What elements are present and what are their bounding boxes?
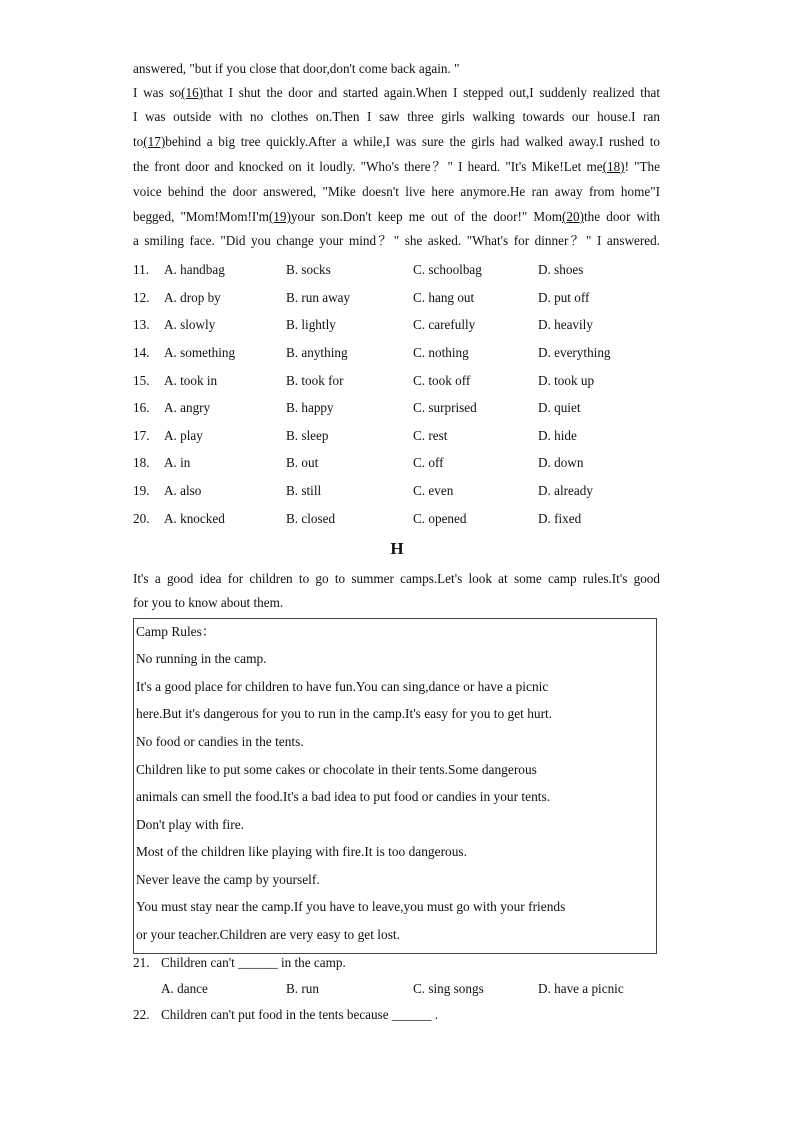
option-c[interactable]: C. sing songs — [413, 981, 484, 996]
option-c[interactable]: C. took off — [413, 373, 471, 388]
question-row — [133, 372, 660, 390]
rule-text: Most of the children like playing with fire.It is too dangerous. — [136, 844, 467, 859]
question-stem: Children can't put food in the tents because ______ . — [161, 1007, 439, 1022]
option-c[interactable]: C. rest — [413, 428, 448, 443]
option-a[interactable]: A. angry — [164, 400, 211, 415]
option-c[interactable]: C. hang out — [413, 290, 475, 305]
option-c[interactable]: C. off — [413, 455, 444, 470]
question-row — [133, 954, 660, 972]
question-number: 14. — [133, 345, 150, 360]
option-a[interactable]: A. took in — [164, 373, 218, 388]
question-row — [133, 399, 660, 417]
option-b[interactable]: B. still — [286, 483, 322, 498]
passage-line — [133, 133, 660, 151]
passage-text: ! "The — [624, 159, 661, 174]
passage-line: answered, "but if you close that door,don't come back again. " — [133, 61, 460, 76]
question-number: 21. — [133, 955, 150, 970]
option-a[interactable]: A. drop by — [164, 290, 221, 305]
question-row — [133, 344, 660, 362]
option-c[interactable]: C. nothing — [413, 345, 469, 360]
option-b[interactable]: B. run away — [286, 290, 351, 305]
option-a[interactable]: A. in — [164, 455, 191, 470]
passage-line: a smiling face. "Did you change your mind？" she asked. "What's for dinner？" I answered. — [133, 233, 660, 248]
rule-title: No running in the camp. — [136, 651, 267, 666]
passage-line: I was outside with no clothes on.Then I saw three girls walking towards our house.I ran — [133, 109, 660, 124]
question-row — [133, 482, 660, 500]
section-title: H — [390, 539, 404, 558]
question-number: 13. — [133, 317, 150, 332]
option-d[interactable]: D. have a picnic — [538, 981, 624, 996]
option-a[interactable]: A. slowly — [164, 317, 216, 332]
passage-line — [133, 84, 660, 102]
option-d[interactable]: D. shoes — [538, 262, 584, 277]
passage-text: behind a big tree quickly.After a while,I was sure the girls had walked away.I rushed to — [165, 134, 660, 149]
question-number: 16. — [133, 400, 150, 415]
option-d[interactable]: D. down — [538, 455, 584, 470]
question-number: 12. — [133, 290, 150, 305]
rule-text: or your teacher.Children are very easy to get lost. — [136, 927, 401, 942]
passage-text: your son.Don't keep me out of the door!" Mom — [290, 209, 562, 224]
option-d[interactable]: D. fixed — [538, 511, 582, 526]
blank-18: (18) — [602, 159, 625, 174]
question-stem: Children can't ______ in the camp. — [161, 955, 346, 970]
rule-text: Children like to put some cakes or chocolate in their tents.Some dangerous — [136, 762, 537, 777]
option-b[interactable]: B. run — [286, 981, 319, 996]
option-b[interactable]: B. lightly — [286, 317, 336, 332]
passage-line — [133, 158, 660, 176]
option-b[interactable]: B. socks — [286, 262, 331, 277]
option-c[interactable]: C. even — [413, 483, 454, 498]
question-number: 15. — [133, 373, 150, 388]
option-a[interactable]: A. handbag — [164, 262, 225, 277]
blank-20: (20) — [562, 209, 584, 224]
passage-text: I was so — [133, 85, 182, 100]
blank-16: (16) — [181, 85, 204, 100]
rule-text: here.But it's dangerous for you to run in the camp.It's easy for you to get hurt. — [136, 706, 553, 721]
option-c[interactable]: C. carefully — [413, 317, 476, 332]
passage-text: the front door and knocked on it loudly. "Who's there？" I heard. "It's Mike!Let me — [133, 159, 603, 174]
question-number: 18. — [133, 455, 150, 470]
question-number: 17. — [133, 428, 150, 443]
question-options — [133, 980, 660, 998]
option-a[interactable]: A. dance — [161, 981, 208, 996]
option-b[interactable]: B. out — [286, 455, 319, 470]
option-d[interactable]: D. already — [538, 483, 593, 498]
rules-heading: Camp Rules： — [136, 624, 216, 639]
question-number: 11. — [133, 262, 149, 277]
rule-title: No food or candies in the tents. — [136, 734, 304, 749]
question-row — [133, 289, 660, 307]
passage-text: begged, "Mom!Mom!I'm — [133, 209, 269, 224]
option-d[interactable]: D. heavily — [538, 317, 593, 332]
intro-line: It's a good idea for children to go to summer camps.Let's look at some camp rules.It's good — [133, 571, 660, 586]
option-b[interactable]: B. happy — [286, 400, 334, 415]
question-row — [133, 454, 660, 472]
option-b[interactable]: B. anything — [286, 345, 348, 360]
camp-rules-box — [133, 618, 657, 954]
intro-line: for you to know about them. — [133, 595, 284, 610]
rule-title: Never leave the camp by yourself. — [136, 872, 320, 887]
option-a[interactable]: A. knocked — [164, 511, 225, 526]
option-c[interactable]: C. opened — [413, 511, 467, 526]
rule-title: Don't play with fire. — [136, 817, 245, 832]
question-row — [133, 1006, 660, 1024]
question-row — [133, 316, 660, 334]
rule-text: animals can smell the food.It's a bad idea to put food or candies in your tents. — [136, 789, 551, 804]
option-d[interactable]: D. everything — [538, 345, 611, 360]
question-row — [133, 510, 660, 528]
rule-text: You must stay near the camp.If you have to leave,you must go with your friends — [136, 899, 566, 914]
option-c[interactable]: C. surprised — [413, 400, 477, 415]
question-number: 20. — [133, 511, 150, 526]
rule-text: It's a good place for children to have fun.You can sing,dance or have a picnic — [136, 679, 549, 694]
passage-line: voice behind the door answered, "Mike doesn't live here anymore.He ran away from home"I — [133, 184, 660, 199]
blank-19: (19) — [268, 209, 291, 224]
option-b[interactable]: B. took for — [286, 373, 344, 388]
option-d[interactable]: D. hide — [538, 428, 577, 443]
question-row — [133, 427, 660, 445]
question-number: 22. — [133, 1007, 150, 1022]
option-b[interactable]: B. sleep — [286, 428, 329, 443]
option-d[interactable]: D. quiet — [538, 400, 581, 415]
passage-text: the door with — [583, 209, 660, 224]
passage-text: to — [133, 134, 144, 149]
question-number: 19. — [133, 483, 150, 498]
option-c[interactable]: C. schoolbag — [413, 262, 482, 277]
blank-17: (17) — [143, 134, 166, 149]
option-a[interactable]: A. play — [164, 428, 203, 443]
option-a[interactable]: A. something — [164, 345, 236, 360]
passage-text: that I shut the door and started again.When I stepped out,I suddenly realized that — [203, 85, 660, 100]
option-d[interactable]: D. put off — [538, 290, 590, 305]
option-a[interactable]: A. also — [164, 483, 202, 498]
option-b[interactable]: B. closed — [286, 511, 336, 526]
passage-line — [133, 208, 660, 226]
question-row — [133, 261, 660, 279]
option-d[interactable]: D. took up — [538, 373, 595, 388]
